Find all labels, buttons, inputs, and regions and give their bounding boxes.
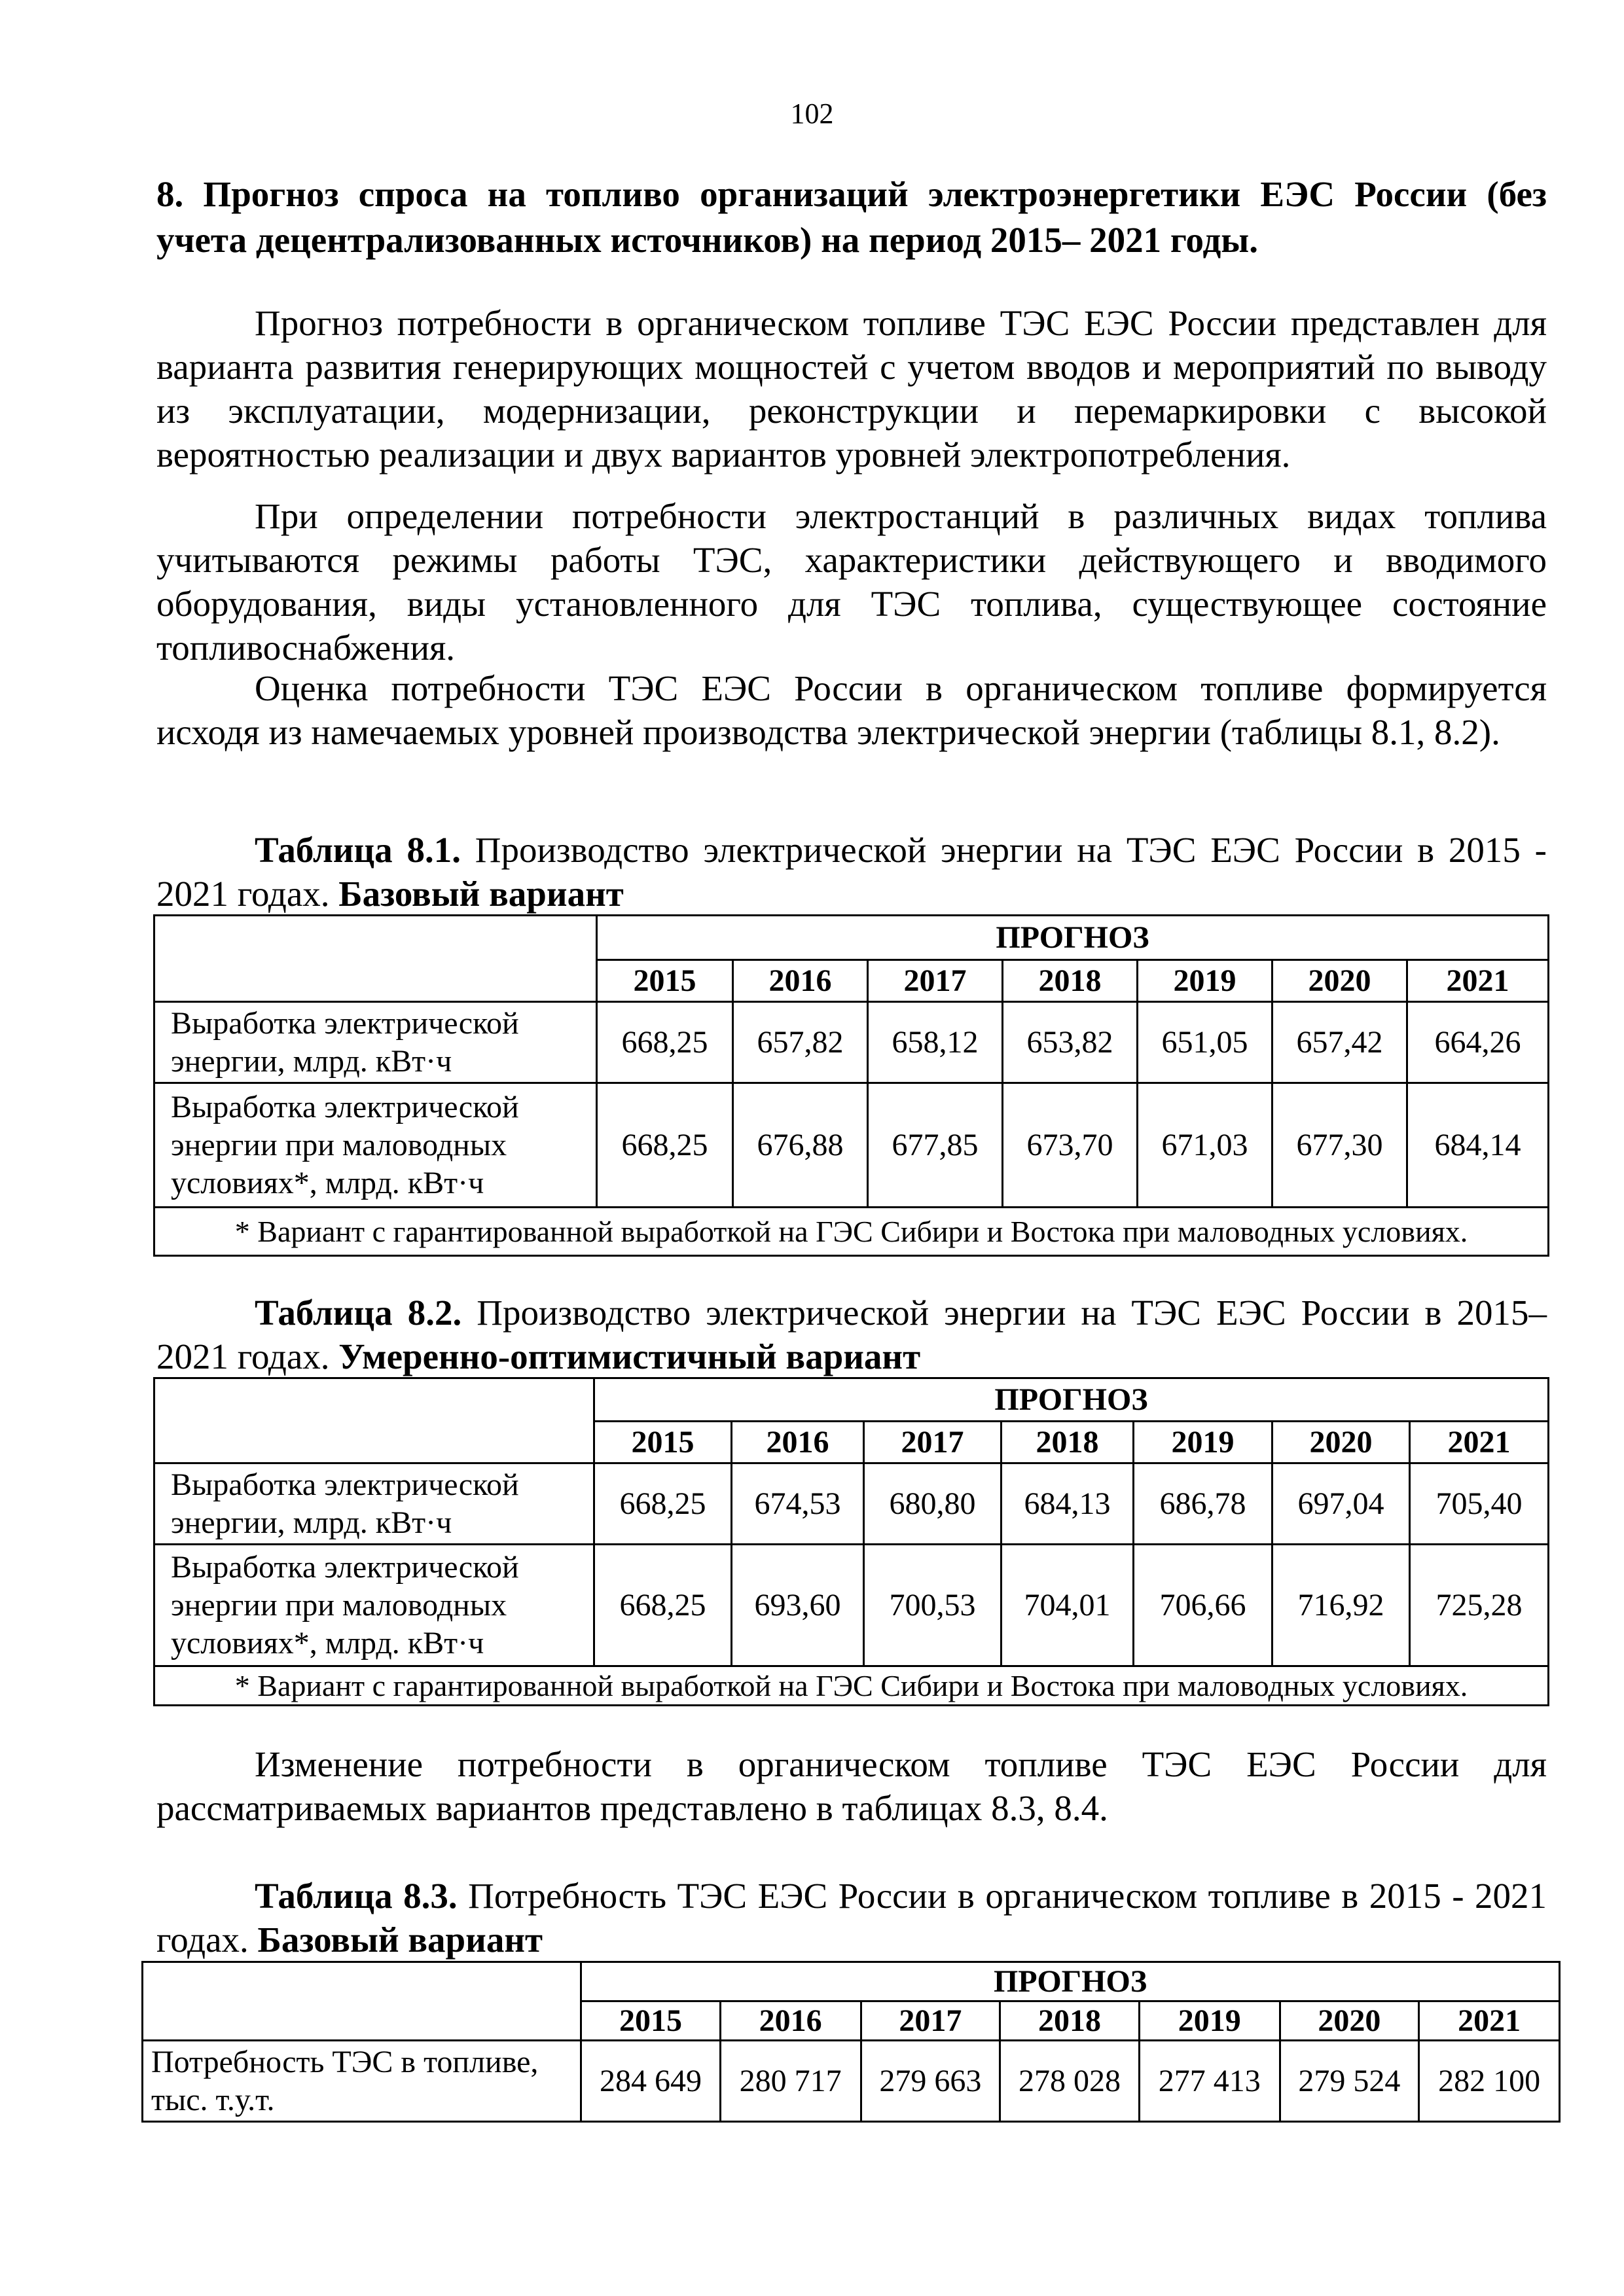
table1 (153, 914, 1549, 1257)
table3-year-header: 2021 (1419, 2001, 1560, 2041)
table3-year-header: 2017 (861, 2001, 1000, 2041)
table2-cell: 680,80 (864, 1463, 1001, 1545)
table3-caption-text: Потребность ТЭС ЕЭС России в органическом топливе в 2015 - 2021 годах. (156, 1876, 1547, 1960)
table3-year-header: 2018 (1000, 2001, 1140, 2041)
table2-cell: 668,25 (594, 1545, 732, 1666)
table2-cell: 705,40 (1410, 1463, 1549, 1545)
table2-year-header: 2016 (732, 1422, 864, 1463)
table1-cell: 658,12 (868, 1002, 1003, 1083)
table1-corner-cell (154, 916, 597, 1002)
table1-caption-text: Производство электрической энергии на ТЭС ЕЭС России в 2015 - 2021 годах. (156, 830, 1547, 914)
table1-group-header: ПРОГНОЗ (597, 916, 1549, 960)
table1-year-header: 2017 (868, 960, 1003, 1002)
table2-cell: 716,92 (1272, 1545, 1410, 1666)
table1-cell: 676,88 (733, 1083, 868, 1208)
table-row (154, 1002, 1549, 1083)
table1-cell: 657,42 (1272, 1002, 1407, 1083)
table1-year-header: 2016 (733, 960, 868, 1002)
table1-cell: 651,05 (1138, 1002, 1272, 1083)
table1-cell: 677,30 (1272, 1083, 1407, 1208)
table3-caption-label: Таблица 8.3. (255, 1876, 458, 1916)
table3-caption (156, 1874, 1547, 1962)
table2-cell: 668,25 (594, 1463, 732, 1545)
table3-caption-variant: Базовый вариант (257, 1920, 543, 1960)
table1-year-header: 2019 (1138, 960, 1272, 1002)
table2-year-header: 2020 (1272, 1422, 1410, 1463)
table1-cell: 668,25 (597, 1083, 733, 1208)
table1-row-label: Выработка электрической энергии, млрд. кВт·ч (154, 1002, 597, 1083)
table1-year-header: 2020 (1272, 960, 1407, 1002)
table2-caption-variant: Умеренно-оптимистичный вариант (338, 1336, 921, 1376)
table-row (154, 1083, 1549, 1208)
table2-cell: 684,13 (1001, 1463, 1134, 1545)
table3-year-header: 2019 (1139, 2001, 1280, 2041)
paragraph-2: При определении потребности электростанций в различных видах топлива учитываются режимы работы ТЭС, характеристики действующего и вводимого оборудования, виды установленного для ТЭС топлива, существующее состояние топливоснабжения. (156, 496, 1547, 668)
table3-cell: 284 649 (581, 2041, 721, 2122)
paragraph-3: Оценка потребности ТЭС ЕЭС России в органическом топливе формируется исходя из намечаемых уровней производства электрической энергии (таблицы 8.1, 8.2). (156, 668, 1547, 752)
table3-cell: 282 100 (1419, 2041, 1560, 2122)
table3-group-header: ПРОГНОЗ (581, 1962, 1560, 2001)
table1-cell: 684,14 (1407, 1083, 1549, 1208)
table3-row-label: Потребность ТЭС в топливе, тыс. т.у.т. (143, 2041, 581, 2122)
page-number: 102 (790, 98, 834, 130)
table2-year-header: 2017 (864, 1422, 1001, 1463)
paragraph-1: Прогноз потребности в органическом топливе ТЭС ЕЭС России представлен для варианта развития генерирующих мощностей с учетом вводов и мероприятий по выводу из эксплуатации, модернизации, реконструкции и перемаркировки с высокой вероятностью реализации и двух вариантов уровней электропотребления. (156, 303, 1547, 475)
table1-cell: 653,82 (1003, 1002, 1138, 1083)
table1-cell: 668,25 (597, 1002, 733, 1083)
section-heading: 8. Прогноз спроса на топливо организаций электроэнергетики ЕЭС России (без учета децентрализованных источников) на период 2015– 2021 годы. (156, 174, 1547, 260)
table1-caption-variant: Базовый вариант (338, 874, 624, 914)
table2-corner-cell (154, 1378, 594, 1463)
table2-cell: 674,53 (732, 1463, 864, 1545)
table2-group-header: ПРОГНОЗ (594, 1378, 1549, 1422)
table3-corner-cell (143, 1962, 581, 2041)
table1-cell: 677,85 (868, 1083, 1003, 1208)
table2-cell: 700,53 (864, 1545, 1001, 1666)
table-row (143, 2041, 1560, 2122)
table1-year-header: 2018 (1003, 960, 1138, 1002)
table1-cell: 671,03 (1138, 1083, 1272, 1208)
table-row (154, 1545, 1549, 1666)
table2-cell: 693,60 (732, 1545, 864, 1666)
table2-caption-label: Таблица 8.2. (255, 1293, 462, 1333)
table2-cell: 697,04 (1272, 1463, 1410, 1545)
table3-cell: 279 663 (861, 2041, 1000, 2122)
table3 (141, 1961, 1561, 2123)
table2-year-header: 2018 (1001, 1422, 1134, 1463)
table2-cell: 686,78 (1134, 1463, 1272, 1545)
table2-year-header: 2021 (1410, 1422, 1549, 1463)
table2-footnote: * Вариант с гарантированной выработкой на ГЭС Сибири и Востока при маловодных условиях. (154, 1666, 1549, 1706)
table2-cell: 725,28 (1410, 1545, 1549, 1666)
table3-cell: 280 717 (720, 2041, 861, 2122)
table1-year-header: 2021 (1407, 960, 1549, 1002)
table2-cell: 706,66 (1134, 1545, 1272, 1666)
table2-cell: 704,01 (1001, 1545, 1134, 1666)
table2-caption-text: Производство электрической энергии на ТЭС ЕЭС России в 2015– 2021 годах. (156, 1293, 1547, 1376)
table2-caption (156, 1291, 1547, 1378)
table1-cell: 657,82 (733, 1002, 868, 1083)
table3-cell: 277 413 (1139, 2041, 1280, 2122)
table1-caption-label: Таблица 8.1. (255, 830, 461, 870)
table1-row-label: Выработка электрической энергии при маловодных условиях*, млрд. кВт·ч (154, 1083, 597, 1208)
table3-cell: 279 524 (1280, 2041, 1419, 2122)
table1-caption (156, 828, 1547, 916)
paragraph-4: Изменение потребности в органическом топливе ТЭС ЕЭС России для рассматриваемых вариантов представлено в таблицах 8.3, 8.4. (156, 1744, 1547, 1828)
table3-cell: 278 028 (1000, 2041, 1140, 2122)
table2-row-label: Выработка электрической энергии, млрд. кВт·ч (154, 1463, 594, 1545)
table2-year-header: 2019 (1134, 1422, 1272, 1463)
table3-year-header: 2016 (720, 2001, 861, 2041)
table1-year-header: 2015 (597, 960, 733, 1002)
table1-footnote: * Вариант с гарантированной выработкой на ГЭС Сибири и Востока при маловодных условиях. (154, 1208, 1549, 1256)
table1-cell: 664,26 (1407, 1002, 1549, 1083)
table1-cell: 673,70 (1003, 1083, 1138, 1208)
table3-year-header: 2015 (581, 2001, 721, 2041)
table-row (154, 1463, 1549, 1545)
table2-row-label: Выработка электрической энергии при маловодных условиях*, млрд. кВт·ч (154, 1545, 594, 1666)
table3-year-header: 2020 (1280, 2001, 1419, 2041)
table2 (153, 1377, 1549, 1706)
table2-year-header: 2015 (594, 1422, 732, 1463)
